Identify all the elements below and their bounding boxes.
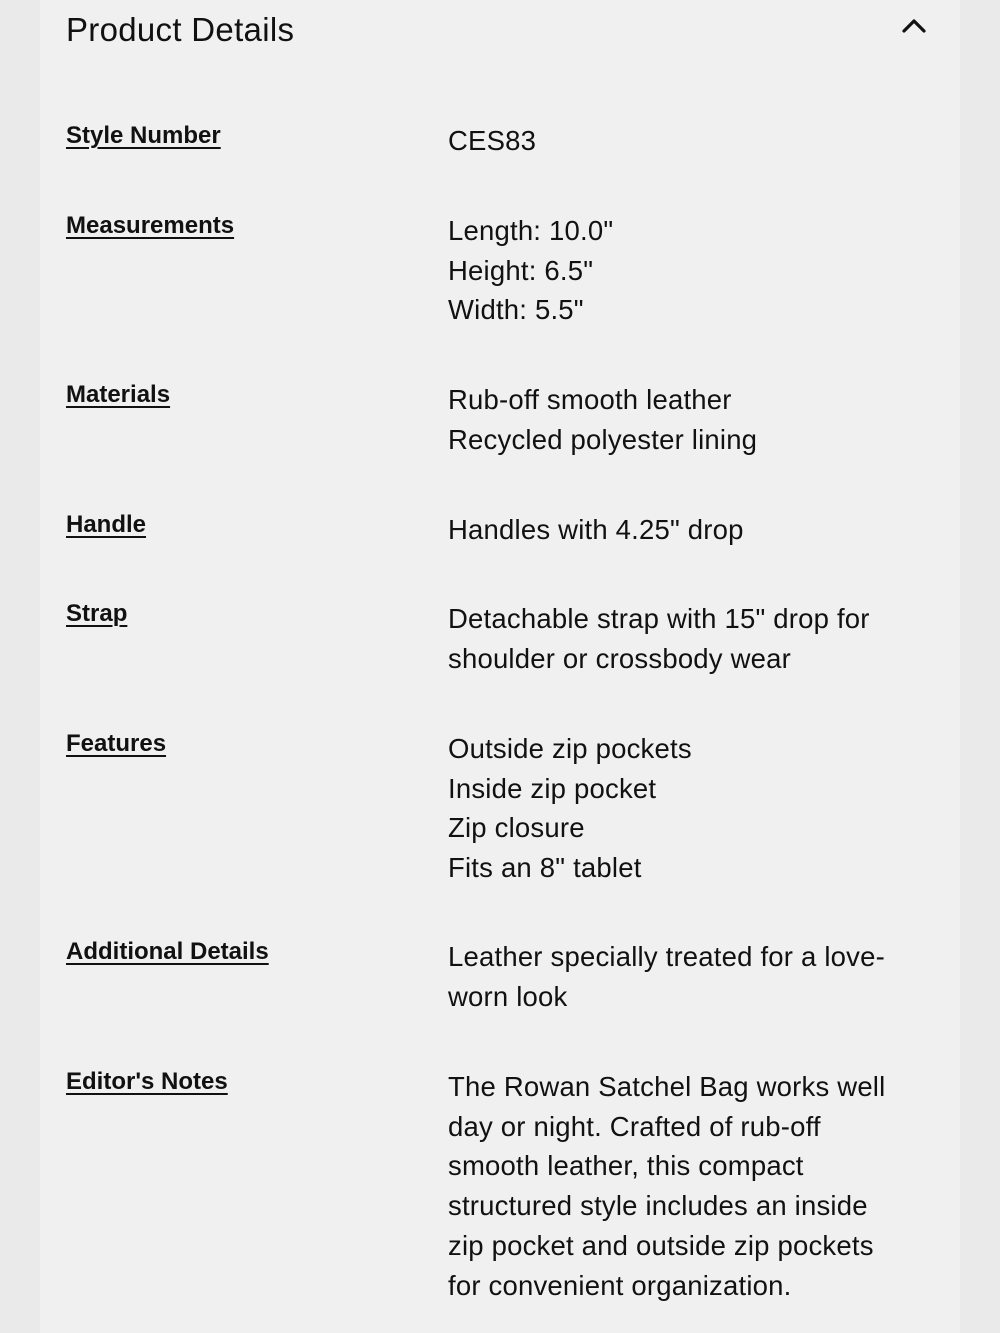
- detail-value-line: Length: 10.0": [448, 215, 614, 246]
- detail-value-line: zip pocket and outside zip pockets: [448, 1229, 874, 1261]
- chevron-up-icon: [901, 18, 927, 39]
- detail-value-strap: [448, 599, 936, 678]
- detail-label-style-number[interactable]: Style Number: [66, 122, 221, 149]
- detail-label-measurements[interactable]: Measurements: [66, 212, 235, 239]
- detail-label-features[interactable]: Features: [66, 730, 167, 757]
- detail-value-line: CES83: [448, 125, 537, 156]
- detail-value-handle: [448, 510, 936, 550]
- detail-value-features: [448, 729, 936, 888]
- detail-value-line: Inside zip pocket: [448, 772, 657, 804]
- collapse-button[interactable]: [892, 8, 936, 48]
- detail-value-line: Rub-off smooth leather: [448, 384, 732, 415]
- page-title: Product Details: [66, 11, 295, 48]
- detail-value-style-number: [448, 121, 936, 161]
- detail-value-line: Outside zip pockets: [448, 733, 692, 764]
- detail-value-line: Leather specially treated for a love-: [448, 941, 885, 972]
- detail-value-line: day or night. Crafted of rub-off: [448, 1110, 821, 1142]
- product-details-header[interactable]: [66, 0, 936, 60]
- detail-value-line: Zip closure: [448, 812, 585, 844]
- detail-label-materials[interactable]: Materials: [66, 381, 171, 408]
- detail-label-editors-notes[interactable]: Editor's Notes: [66, 1068, 228, 1095]
- detail-value-line: Handles with 4.25" drop: [448, 514, 744, 545]
- detail-value-line: The Rowan Satchel Bag works well: [448, 1071, 886, 1102]
- detail-value-additional-details: [448, 937, 936, 1016]
- detail-value-materials: [448, 380, 936, 459]
- detail-value-line: structured style includes an inside: [448, 1190, 868, 1222]
- detail-value-line: Recycled polyester lining: [448, 423, 758, 455]
- detail-value-line: for convenient organization.: [448, 1269, 792, 1301]
- detail-value-line: shoulder or crossbody wear: [448, 642, 792, 674]
- detail-value-line: Detachable strap with 15" drop for: [448, 603, 870, 634]
- detail-value-measurements: [448, 211, 936, 330]
- detail-value-line: Fits an 8" tablet: [448, 852, 642, 884]
- detail-label-handle[interactable]: Handle: [66, 511, 147, 538]
- detail-value-editors-notes: [448, 1067, 936, 1305]
- detail-value-line: worn look: [448, 980, 568, 1012]
- detail-value-line: smooth leather, this compact: [448, 1150, 804, 1182]
- detail-label-strap[interactable]: Strap: [66, 600, 128, 627]
- detail-value-line: Width: 5.5": [448, 294, 584, 326]
- detail-value-line: Height: 6.5": [448, 254, 594, 286]
- detail-label-additional-details[interactable]: Additional Details: [66, 938, 269, 965]
